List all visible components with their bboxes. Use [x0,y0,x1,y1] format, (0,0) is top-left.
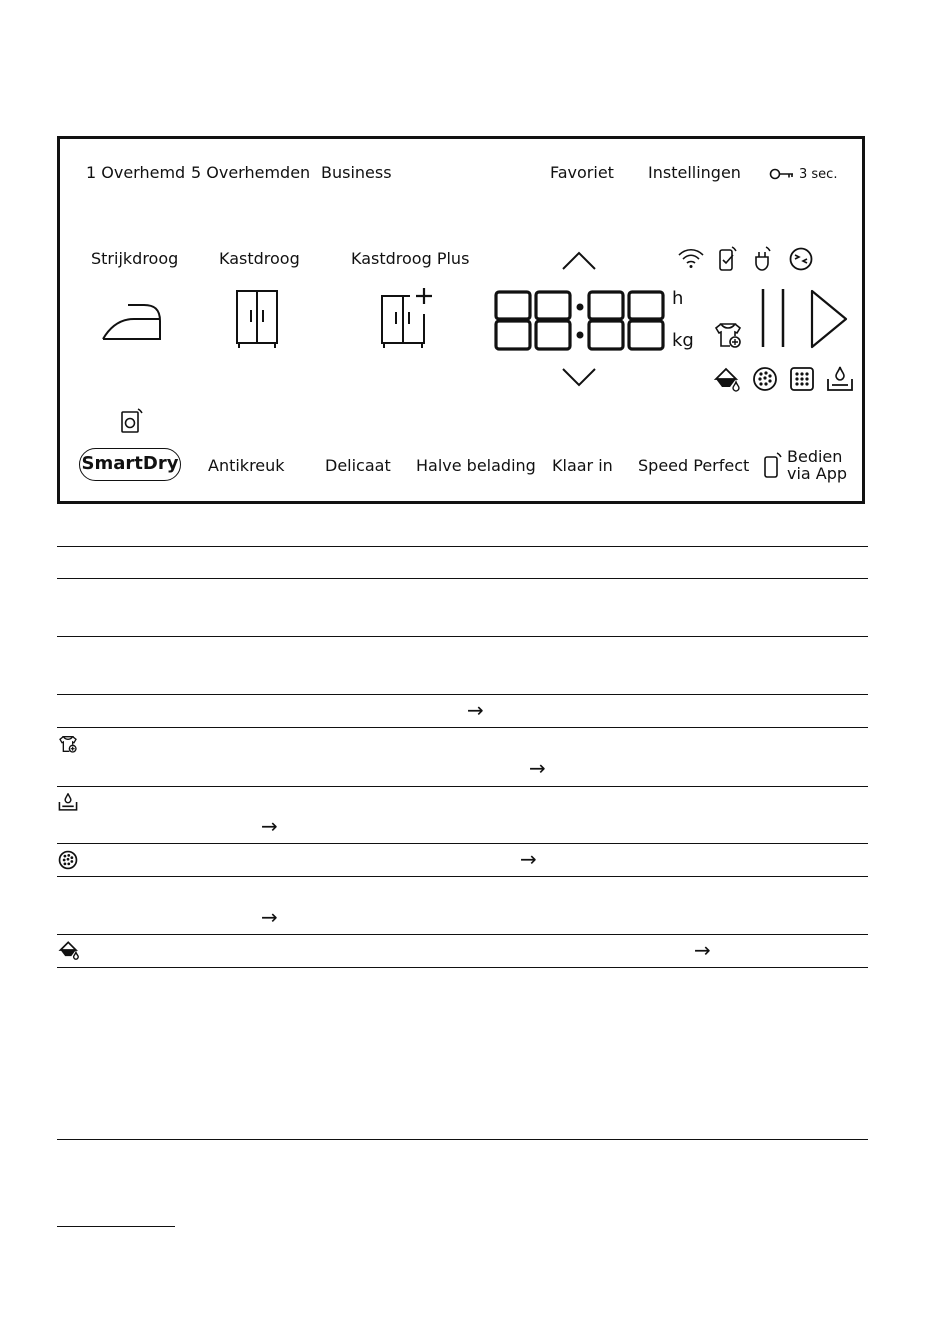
smartdry-button[interactable]: SmartDry [79,448,181,481]
shirt-icon [713,320,743,350]
anti-crease-button[interactable]: Antikreuk [208,456,285,475]
arrow-glyph: → [261,905,278,929]
footnote-rule [57,1226,175,1227]
table-rule [57,786,868,787]
wifi-icon [677,247,705,269]
table-rule [57,727,868,728]
business-button[interactable]: Business [321,163,392,182]
one-shirt-button[interactable]: 1 Overhemd [86,163,186,182]
arrow-glyph: → [520,847,537,871]
pause-icon[interactable] [760,287,786,349]
play-icon[interactable] [809,289,849,349]
remote-control-line2: via App [787,464,848,483]
phone-check-icon [717,245,739,273]
table-rule [57,1139,868,1140]
table-rule [57,876,868,877]
fluff-filter-icon [752,366,778,392]
remote-start-icon [787,245,815,273]
container-empty-icon [713,366,741,392]
iron-icon[interactable] [100,297,162,343]
table-rule [57,967,868,968]
table-rule [57,934,868,935]
lock-time-label: 3 sec. [799,167,838,182]
fluff-filter-icon [58,850,78,874]
plug-icon [752,245,774,273]
control-panel [57,136,865,504]
five-shirts-button[interactable]: 5 Overhemden [191,163,311,182]
cupboard-dry-label: Kastdroog [219,249,300,268]
half-load-button[interactable]: Halve belading [416,456,536,475]
key-icon[interactable] [769,167,795,181]
smartdry-machine-icon [120,408,144,434]
arrow-glyph: → [467,698,484,722]
speed-perfect-button[interactable]: Speed Perfect [638,456,750,475]
ready-in-button[interactable]: Klaar in [552,456,613,475]
table-rule [57,546,868,547]
table-rule [57,843,868,844]
iron-dry-label: Strijkdroog [91,249,179,268]
time-display [494,290,666,352]
container-empty-icon [58,940,80,964]
heat-exchanger-icon [789,366,815,392]
remote-control-button[interactable] [787,448,847,482]
chevron-down-icon[interactable] [560,366,598,388]
table-rule [57,636,868,637]
settings-button[interactable]: Instellingen [648,163,741,182]
unit-kg-label: kg [672,330,694,351]
water-tank-icon [58,792,78,816]
arrow-glyph: → [694,938,711,962]
table-rule [57,694,868,695]
delicate-button[interactable]: Delicaat [325,456,391,475]
unit-hours-label: h [672,288,684,309]
table-rule [57,578,868,579]
arrow-glyph: → [261,814,278,838]
shirt-icon [58,734,78,758]
chevron-up-icon[interactable] [560,250,598,272]
wardrobe-plus-icon[interactable] [378,286,436,350]
remote-control-line1: Bedien [787,447,843,466]
wardrobe-icon[interactable] [234,288,280,350]
arrow-glyph: → [529,756,546,780]
water-tank-icon [826,365,854,393]
favorite-button[interactable]: Favoriet [550,163,614,182]
phone-app-icon[interactable] [763,452,783,480]
cupboard-dry-plus-label: Kastdroog Plus [351,249,470,268]
